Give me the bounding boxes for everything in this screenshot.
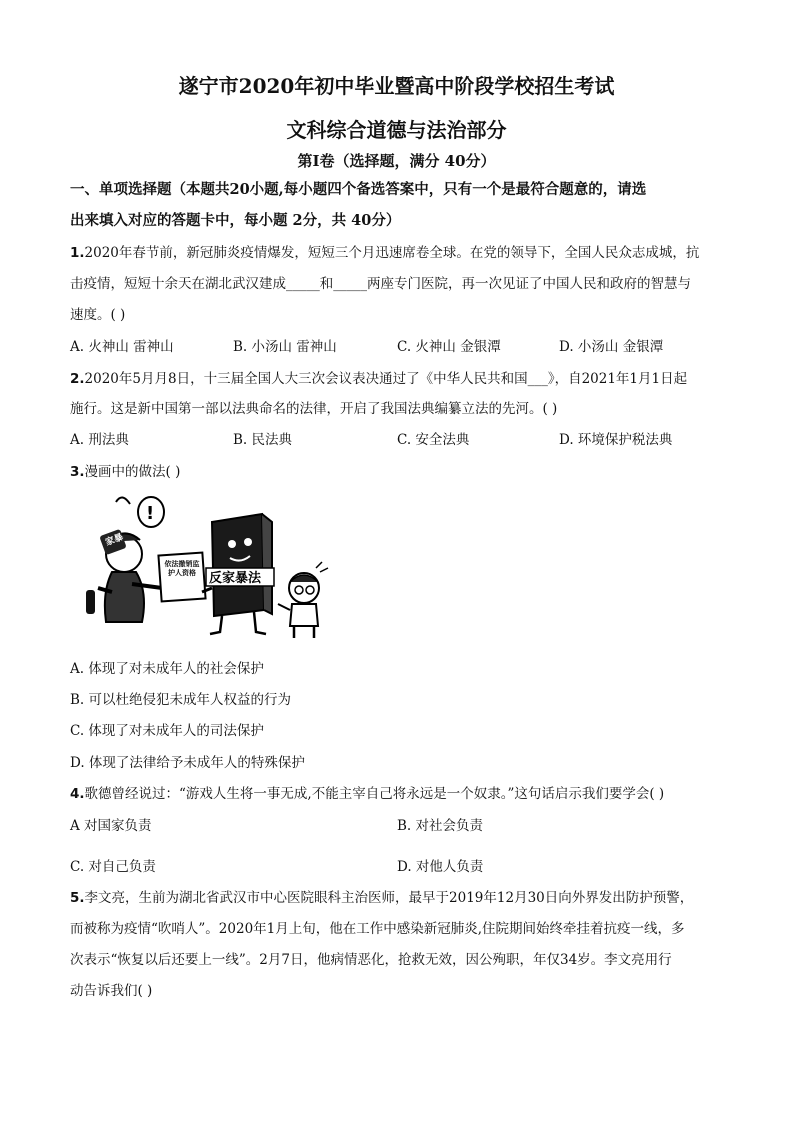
exam-title: 遂宁市2020年初中毕业暨高中阶段学校招生考试 [178,74,615,98]
question-5-line4: 动告诉我们( ) [70,983,153,999]
law-book-label: 反家暴法 [209,571,262,586]
question-4-line1: 4.歌德曾经说过：“游戏人生将一事无成,不能主宰自己将永远是一个奴隶。”这句话启示我们要学会( ) [70,786,665,802]
document-icon: 依法撤销监护人资格 [158,553,205,602]
section-instruction-line1: 一、单项选择题（本题共20小题,每小题四个备选答案中，只有一个是最符合题意的，请选 [70,181,647,198]
question-3-line1: 3.漫画中的做法( ) [70,464,181,480]
question-number: 1. [70,245,85,261]
option-a[interactable]: A 对国家负责 [70,818,152,834]
section-instruction-line2: 出来填入对应的答题卡中，每小题 2分，共 40分） [70,212,401,229]
question-number: 2. [70,371,85,387]
option-b[interactable]: B. 对社会负责 [397,818,484,834]
svg-text:!: ! [146,503,155,524]
option-c[interactable]: C. 安全法典 [397,432,470,448]
question-number: 5. [70,890,85,906]
question-3-option-c[interactable]: C. 体现了对未成年人的司法保护 [70,723,264,739]
cartoon-image [72,492,342,642]
question-2-line1: 2.2020年5月月8日，十三届全国人大三次会议表决通过了《中华人民共和国___》，自2021年1月1日起 [70,371,688,387]
question-3-option-b[interactable]: B. 可以杜绝侵犯未成年人权益的行为 [70,692,292,708]
exam-subtitle: 文科综合道德与法治部分 [286,118,507,142]
option-d[interactable]: D. 小汤山 金银潭 [559,339,664,355]
option-b[interactable]: B. 小汤山 雷神山 [233,339,337,355]
child-figure-icon [278,562,328,638]
part-heading: 第Ⅰ卷（选择题，满分 40分） [297,152,496,170]
question-number: 3. [70,464,85,480]
abuser-label: 家暴 [104,532,125,549]
option-d[interactable]: D. 环境保护税法典 [559,432,673,448]
option-c[interactable]: C. 对自己负责 [70,859,156,875]
question-5-line1: 5.李文亮，生前为湖北省武汉市中心医院眼科主治医师，最早于2019年12月30日向外界发出防护预警， [70,890,694,906]
question-5-line3: 次表示“恢复以后还要上一线”。2月7日，他病情恶化，抢救无效，因公殉职，年仅34岁。李文亮用行 [70,952,672,968]
question-1-line1: 1.2020年春节前，新冠肺炎疫情爆发，短短三个月迅速席卷全球。在党的领导下，全国人民众志成城，抗 [70,245,700,261]
option-a[interactable]: A. 刑法典 [70,432,129,448]
option-b[interactable]: B. 民法典 [233,432,293,448]
question-2-line2: 施行。这是新中国第一部以法典命名的法律，开启了我国法典编纂立法的先河。( ) [70,401,558,417]
question-number: 4. [70,786,85,802]
question-5-line2: 而被称为疫情“吹哨人”。2020年1月上旬，他在工作中感染新冠肺炎,住院期间始终牵挂着抗疫一线，多 [70,921,685,937]
option-a[interactable]: A. 火神山 雷神山 [70,339,174,355]
question-1-line3: 速度。( ) [70,307,126,323]
question-1-line2: 击疫情，短短十余天在湖北武汉建成_____和_____两座专门医院，再一次见证了中国人民和政府的智慧与 [70,276,691,292]
law-book-figure-icon [202,514,274,634]
option-d[interactable]: D. 对他人负责 [397,859,484,875]
question-3-option-d[interactable]: D. 体现了法律给予未成年人的特殊保护 [70,755,305,771]
option-c[interactable]: C. 火神山 金银潭 [397,339,501,355]
question-3-option-a[interactable]: A. 体现了对未成年人的社会保护 [70,661,264,677]
